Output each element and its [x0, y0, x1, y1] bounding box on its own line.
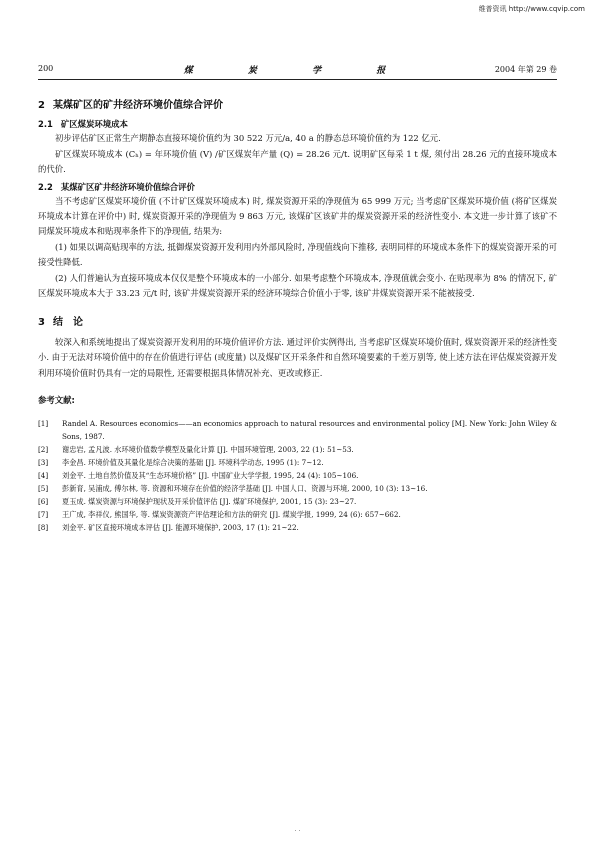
- section-2-title: 某煤矿区的矿井经济环境价值综合评价: [52, 100, 223, 111]
- reference-item: [38, 495, 557, 508]
- paragraph: 初步评估矿区正常生产期静态直接环境价值约为 30 522 万元/a, 40 a 的静态总环境价值约为 122 亿元.: [55, 133, 441, 144]
- reference-text: 王广成, 李祥仪, 熊国华, 等. 煤炭资源资产评估理论和方法的研究 [J]. 煤炭学报, 1999, 24 (6): 657~662.: [62, 509, 401, 519]
- reference-text: 刘金平. 土地自然价值及其“生态环境价格” [J]. 中国矿业大学学报, 1995, 24 (4): 105~106.: [62, 470, 359, 480]
- section-3-number: 3: [38, 317, 45, 329]
- reference-tag: [2]: [38, 444, 49, 454]
- reference-text: 夏玉成. 煤炭资源与环境保护现状及开采价值评估 [J]. 煤矿环境保护, 2001, 15 (3): 23~27.: [62, 496, 357, 506]
- reference-text: 李金昌. 环境价值及其量化是综合决策的基础 [J]. 环境科学动态, 1995 (1): 7~12.: [62, 457, 324, 467]
- paragraph: (1) 如果以调高贴现率的方法, 抵御煤炭资源开发利用内外部风险时, 净现值线向下推移, 表明同样的环境成本条件下的煤炭资源开采的可接受性降低.: [38, 241, 557, 268]
- reference-text: 彭新育, 吴浦成, 傅尔林, 等. 资源和环境存在价值的经济学基础 [J]. 中国人口、资源与环境, 2000, 10 (3): 13~16.: [62, 483, 428, 493]
- subsection-2-1-number: 2.1: [38, 119, 53, 130]
- subsection-2-1-title: 矿区煤炭环境成本: [60, 119, 128, 130]
- section-3-heading: [38, 315, 557, 330]
- page-number: 200: [38, 64, 54, 73]
- reference-item: [38, 456, 557, 469]
- subsection-2-2-heading: [38, 180, 557, 194]
- subsection-2-2-title: 某煤矿区矿井经济环境价值综合评价: [60, 181, 195, 192]
- paragraph: (2) 人们普遍认为直接环境成本仅仅是整个环境成本的一小部分. 如果考虑整个环境成本, 净现值就会变小. 在贴现率为 8% 的情况下, 矿区煤炭环境成本大于 33.23 元/t 时, 该矿井煤炭资源开采的经济环境综合价值小于零, 该矿井煤炭资源开采不能被接受.: [38, 272, 557, 299]
- watermark-text: 维普资讯 http://www.cqvip.com: [478, 5, 585, 13]
- subsection-2-1-heading: [38, 117, 557, 131]
- subsection-2-2-number: 2.2: [38, 181, 53, 192]
- page-footer-mark: · ·: [294, 828, 301, 835]
- paragraph: 较深入和系统地提出了煤炭资源开发利用的环境价值评价方法. 通过评价实例得出, 当考虑矿区煤炭环境价值时, 煤炭资源开采的经济性变小. 由于无法对环境价值中的存在价值进行评估 (或度量) 以及煤矿区开采条件和自然环境要素的千差万别等, 使上述方法在评估煤炭资源开发利用环境价值时仍具有一定的局限性, 还需要根据具体情况补充、更改或修正.: [38, 336, 557, 378]
- section-2-heading: [38, 98, 557, 113]
- reference-tag: [7]: [38, 509, 49, 519]
- reference-tag: [3]: [38, 457, 49, 467]
- reference-item: [38, 443, 557, 456]
- paragraph: 当不考虑矿区煤炭环境价值 (不计矿区煤炭环境成本) 时, 煤炭资源开采的净现值为 65 999 万元; 当考虑矿区煤炭环境价值 (将矿区煤炭环境成本计算在评价中) 时, 煤炭资源开采的净现值为 9 863 万元, 该煤矿区该矿井的煤炭资源开采的经济性变小. 本文进一步计算了该矿不同煤炭环境成本和贴现率条件下的净现值, 结果为:: [38, 195, 557, 237]
- article-body: [38, 88, 557, 534]
- reference-item: [38, 508, 557, 521]
- reference-tag: [8]: [38, 522, 49, 532]
- reference-tag: [5]: [38, 483, 49, 493]
- reference-tag: [4]: [38, 470, 49, 480]
- paragraph: 矿区煤炭环境成本 (Cₕ) = 年环境价值 (V) /矿区煤炭年产量 (Q) = 28.26 元/t. 说明矿区每采 1 t 煤, 须付出 28.26 元的直接环境成本的代价.: [38, 148, 557, 175]
- reference-tag: [1]: [38, 418, 49, 428]
- reference-item: [38, 482, 557, 495]
- reference-text: 刘金平. 矿区直接环境成本评估 [J]. 能源环境保护, 2003, 17 (1): 21~22.: [62, 522, 299, 532]
- running-header: [38, 64, 557, 76]
- header-rule: [38, 79, 557, 80]
- reference-text: 谢忠岩, 孟凡波. 水环境价值数学模型及量化计算 [J]. 中国环境管理, 2003, 22 (1): 51~53.: [62, 444, 354, 454]
- section-2-number: 2: [38, 100, 45, 111]
- references-heading: 参考文献:: [38, 395, 75, 406]
- reference-list: [38, 417, 557, 534]
- reference-item: [38, 417, 557, 443]
- journal-title: 煤 炭 学 报: [183, 66, 412, 76]
- reference-text: Randel A. Resources economics——an economics approach to natural resources and environmental policy [M]. New York: John Wiley & Sons, 1987.: [62, 418, 557, 441]
- reference-item: [38, 469, 557, 482]
- issue-label: 2004 年第 29 卷: [494, 65, 557, 74]
- reference-tag: [6]: [38, 496, 49, 506]
- reference-item: [38, 521, 557, 534]
- section-3-title: 结 论: [52, 317, 83, 329]
